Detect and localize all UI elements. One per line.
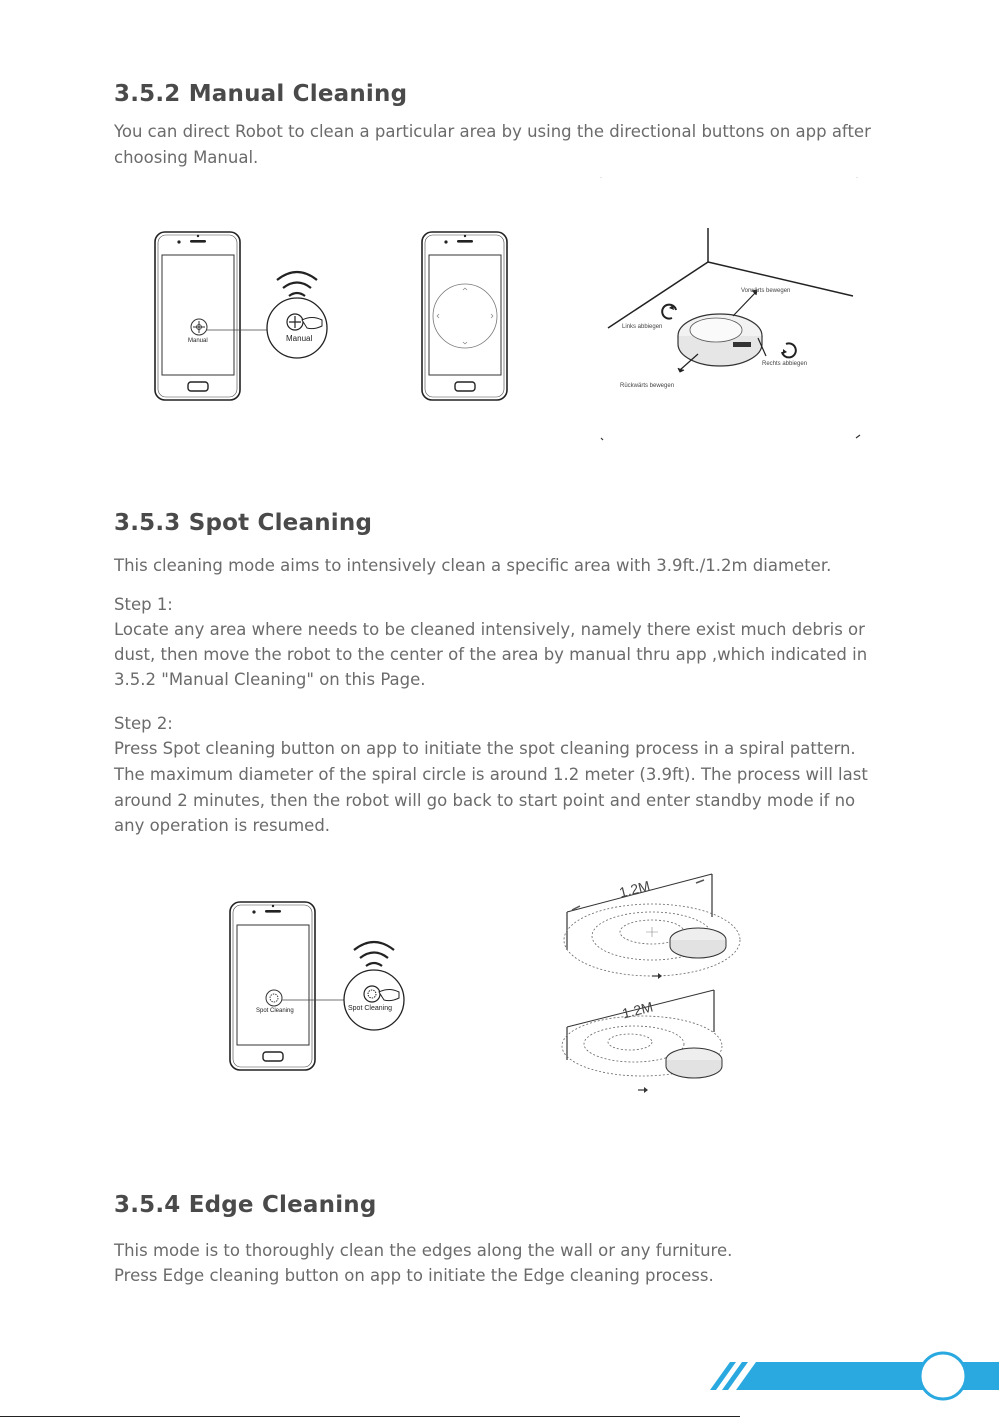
spot-phone-button-label: Spot Cleaning — [256, 1008, 294, 1014]
spot-intro: This cleaning mode aims to intensively clean a specific area with 3.9ft./1.2m diameter. — [114, 556, 832, 575]
heading-spot-cleaning: 3.5.3 Spot Cleaning — [114, 510, 373, 536]
footer-page-badge — [700, 1348, 999, 1408]
diagram-label-left: Links abbiegen — [622, 324, 663, 330]
spot-measure-bottom: 1.2M — [620, 998, 655, 1022]
spot-zoom-button-label: Spot Cleaning — [348, 1005, 392, 1012]
spot-step1-title: Step 1: — [114, 595, 173, 614]
spot-step2-line-2: The maximum diameter of the spiral circle is around 1.2 meter (3.9ft). The process will last — [114, 765, 868, 784]
spot-phone-illustration — [220, 890, 420, 1080]
manual-text-line-1: You can direct Robot to clean a particular area by using the directional buttons on app after — [114, 122, 871, 141]
manual-zoom-button-label: Manual — [286, 334, 313, 343]
heading-manual-cleaning: 3.5.2 Manual Cleaning — [114, 81, 408, 107]
svg-text:.: . — [856, 173, 858, 180]
spot-step2-title: Step 2: — [114, 714, 173, 733]
spot-step2-line-1: Press Spot cleaning button on app to initiate the spot cleaning process in a spiral pattern. — [114, 739, 856, 758]
manual-phone-button-label: Manual — [188, 338, 208, 344]
diagram-label-right: Rechts abbiegen — [762, 361, 808, 367]
spot-step1-line-2: dust, then move the robot to the center of the area by manual thru app ,which indicated in — [114, 645, 868, 664]
spot-measure-top: 1.2M — [617, 877, 652, 901]
spot-step1-line-3: 3.5.2 "Manual Cleaning" on this Page. — [114, 670, 426, 689]
edge-text-line-1: This mode is to thoroughly clean the edges along the wall or any furniture. — [114, 1241, 733, 1260]
spot-step2-line-3: around 2 minutes, then the robot will go back to start point and enter standby mode if no — [114, 791, 856, 810]
spot-step2-line-4: any operation is resumed. — [114, 816, 331, 835]
diagram-label-forward: Vorwärts bewegen — [741, 288, 791, 294]
spot-step1-line-1: Locate any area where needs to be cleaned intensively, namely there exist much debris or — [114, 620, 865, 639]
manual-text-line-2: choosing Manual. — [114, 148, 259, 167]
manual-phone-illustration — [145, 220, 350, 420]
manual-direction-phone-illustration — [412, 220, 517, 410]
spot-spiral-diagram — [552, 862, 747, 1102]
manual-direction-diagram — [598, 170, 868, 445]
heading-edge-cleaning: 3.5.4 Edge Cleaning — [114, 1192, 377, 1218]
diagram-label-backward: Rückwärts bewegen — [620, 383, 675, 389]
svg-text:.: . — [600, 173, 602, 180]
footer-rule — [0, 1416, 740, 1417]
edge-text-line-2: Press Edge cleaning button on app to initiate the Edge cleaning process. — [114, 1266, 714, 1285]
